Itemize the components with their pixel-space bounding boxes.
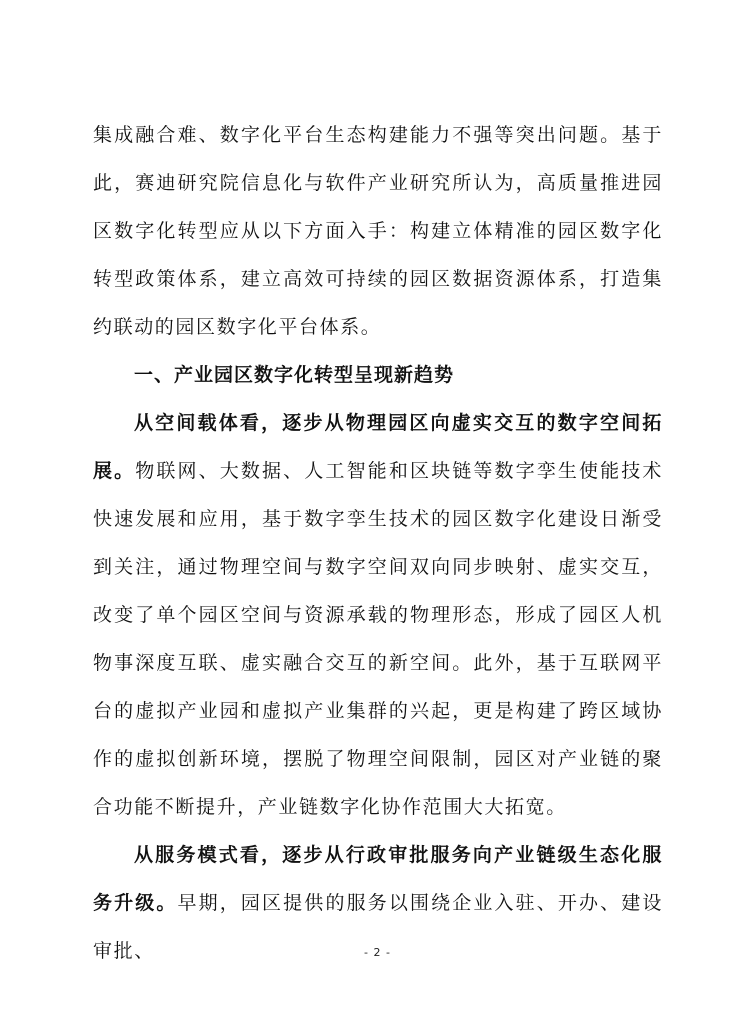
section-heading: 一、产业园区数字化转型呈现新趋势 <box>134 364 455 386</box>
paragraph-body-text: 早期，园区提供的服务以围绕企业入驻、开办、建设审批、 <box>93 892 663 962</box>
paragraph-lead-bold: 从服务模式看，逐步从行政审批服务向产业链级生态化服务升级。 <box>93 844 663 914</box>
paragraph-lead-bold: 从空间载体看，逐步从物理园区向虚实交互的数字空间拓展。 <box>93 412 663 482</box>
paragraph-body-text: 物联网、大数据、人工智能和区块链等数字孪生使能技术快速发展和应用，基于数字孪生技术的园区数字化建设日渐受到关注，通过物理空间与数字空间双向同步映射、虚实交互，改变了单个园区空间与资源承载的物理形态，形成了园区人机物事深度互联、虚实融合交互的新空间。此外，基于互联网平台的虚拟产业园和虚拟产业集群的兴起，更是构建了跨区域协作的虚拟创新环境，摆脱了物理空间限制，园区对产业链的聚合功能不断提升，产业链数字化协作范围大大拓宽。 <box>93 460 663 818</box>
document-body <box>93 111 663 975</box>
page-number: - 2 - <box>364 946 391 959</box>
paragraph-space-carrier <box>93 399 663 831</box>
paragraph-intro: 集成融合难、数字化平台生态构建能力不强等突出问题。基于此，赛迪研究院信息化与软件产业研究所认为，高质量推进园区数字化转型应从以下方面入手：构建立体精准的园区数字化转型政策体系，建立高效可持续的园区数据资源体系，打造集约联动的园区数字化平台体系。 <box>93 124 663 338</box>
